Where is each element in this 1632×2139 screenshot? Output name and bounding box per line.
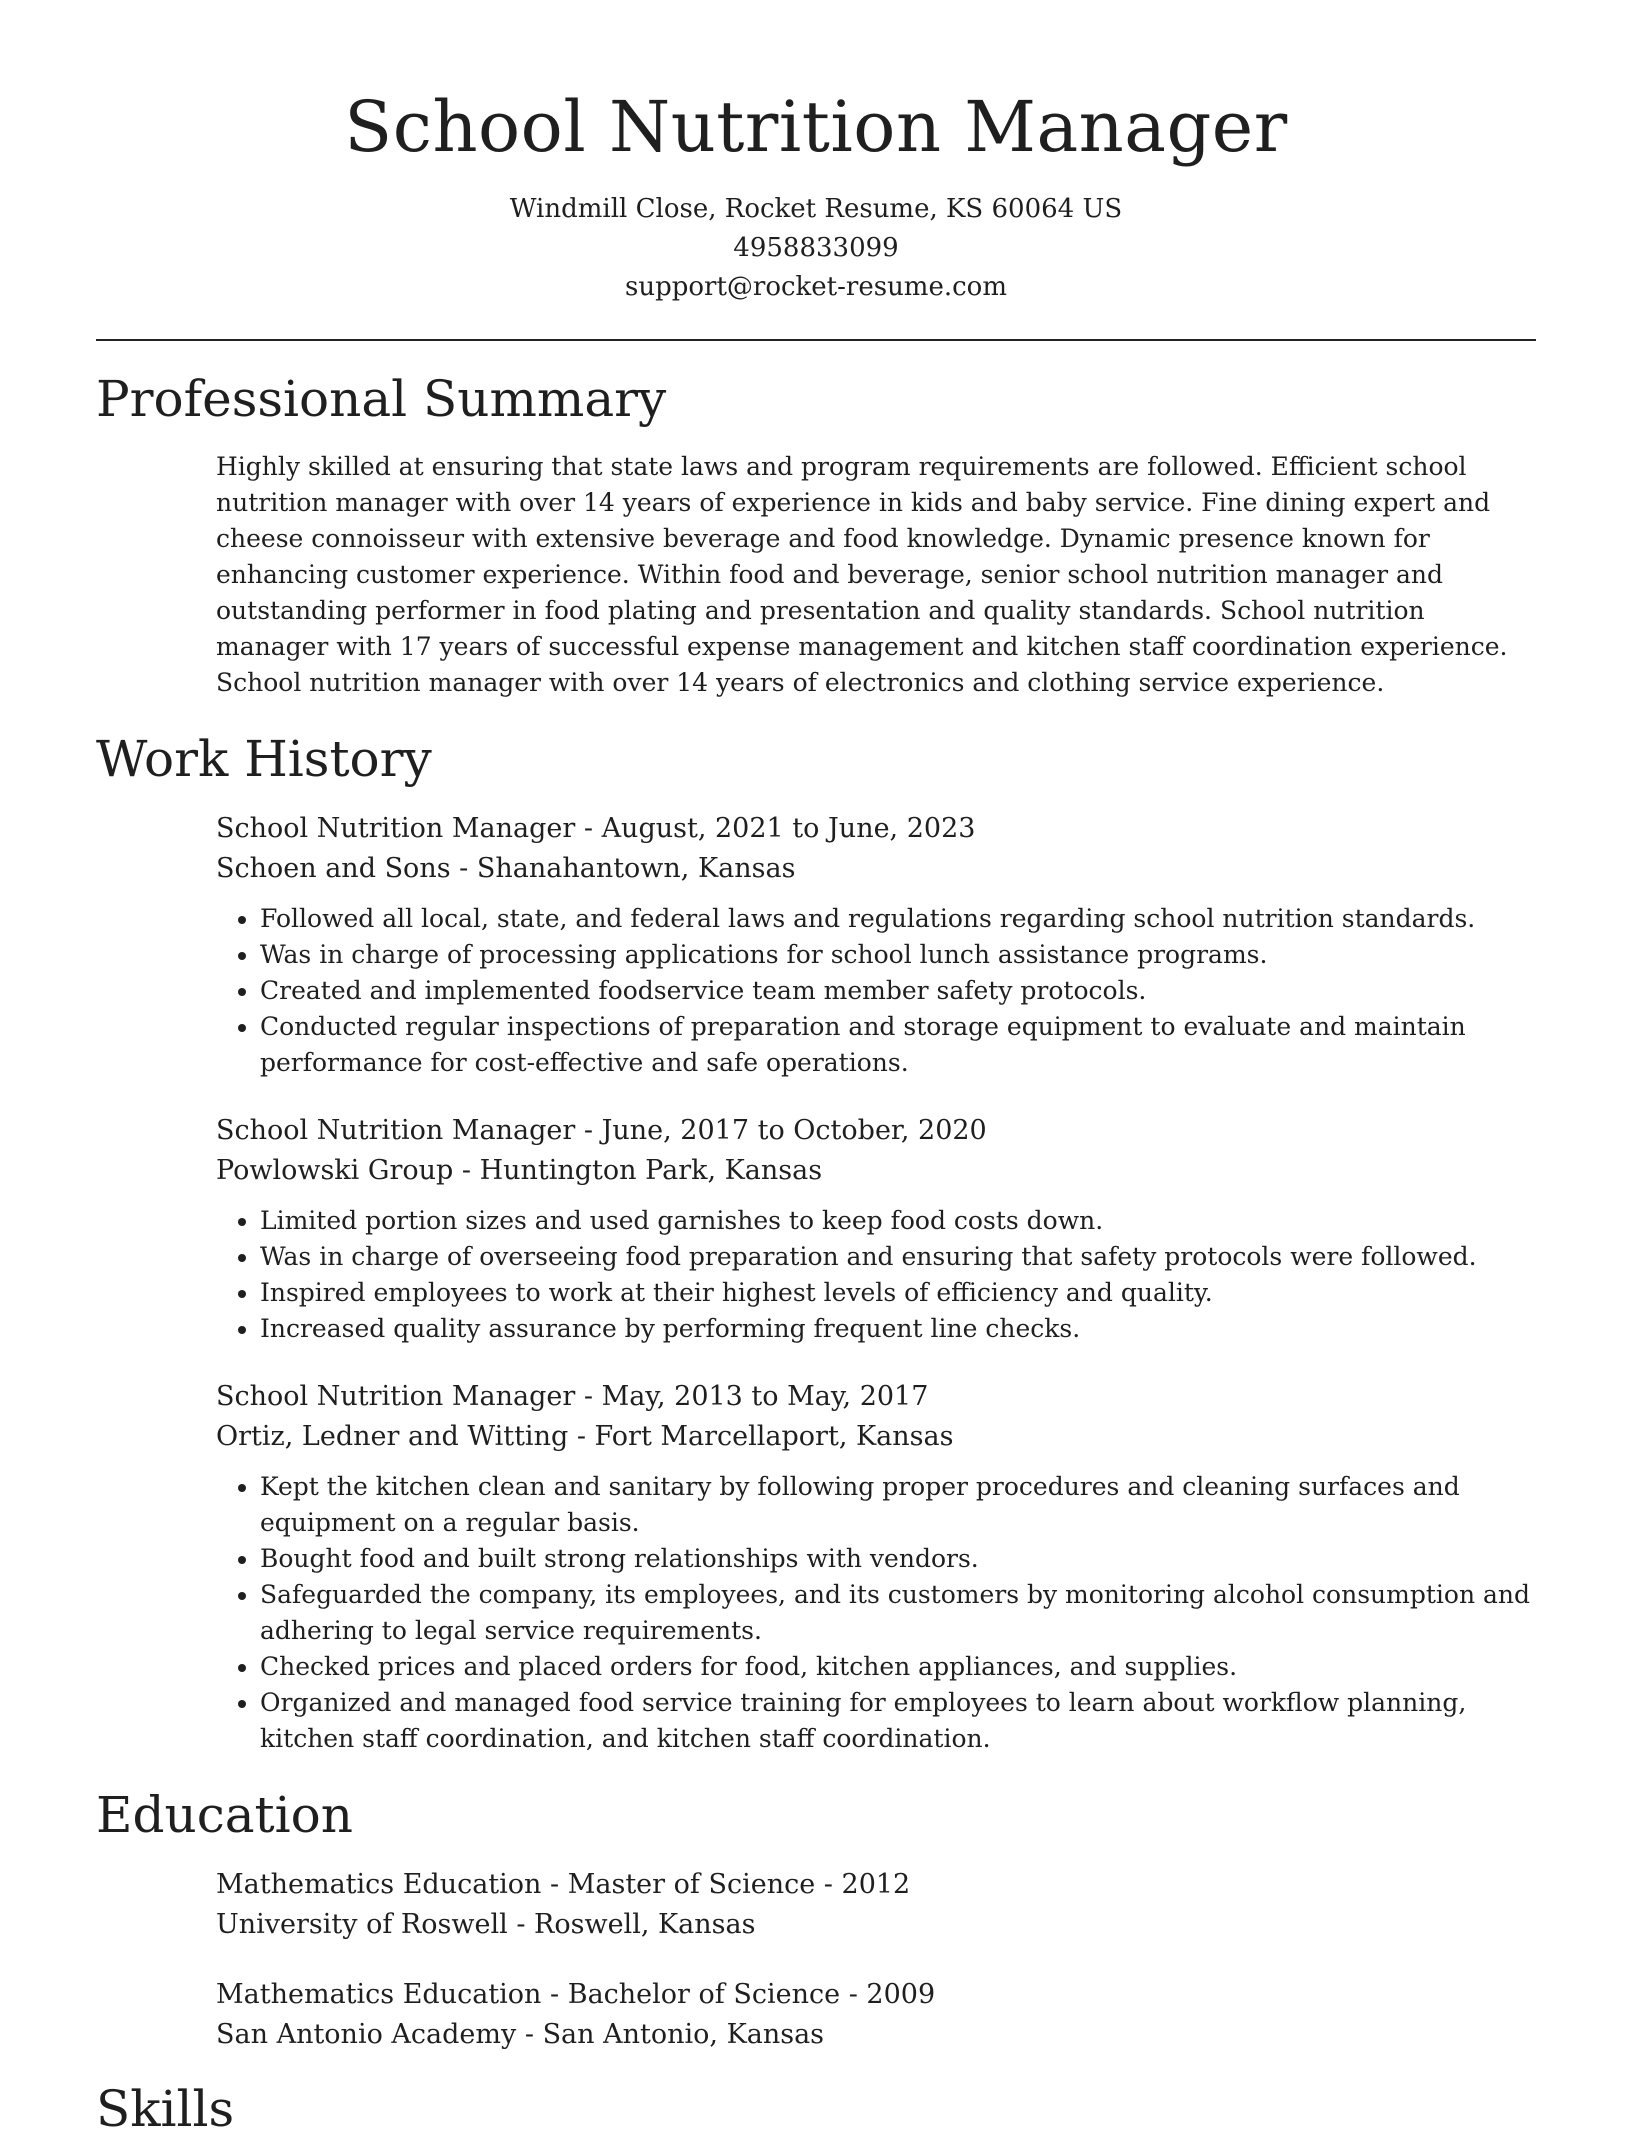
candidate-name: School Nutrition Manager bbox=[344, 86, 1288, 168]
separator: - bbox=[541, 1979, 568, 2010]
education-field: Mathematics Education bbox=[216, 1869, 542, 1900]
education-heading: Education bbox=[96, 1786, 353, 1844]
education-school: University of Roswell bbox=[216, 1909, 508, 1940]
separator: - bbox=[840, 1979, 867, 2010]
job-entry bbox=[216, 1377, 1536, 1757]
separator: - bbox=[516, 2019, 543, 2050]
separator: - bbox=[815, 1869, 842, 1900]
education-section bbox=[96, 1785, 1536, 2055]
separator: - bbox=[568, 1421, 595, 1452]
education-entry bbox=[216, 1975, 1536, 2055]
job-dates: June, 2017 to October, 2020 bbox=[601, 1115, 987, 1146]
education-year: 2009 bbox=[866, 1979, 936, 2010]
job-bullets bbox=[216, 1203, 1536, 1347]
job-company-line bbox=[216, 1151, 1536, 1191]
resume-page bbox=[96, 0, 1536, 2139]
list-item: • Was in charge of overseeing food preparation and ensuring that safety protocols were followed. bbox=[260, 1239, 1536, 1275]
resume-header bbox=[96, 0, 1536, 307]
list-item: • Conducted regular inspections of preparation and storage equipment to evaluate and maintain performance for cost-effective and safe operations. bbox=[260, 1009, 1536, 1081]
education-location: San Antonio, Kansas bbox=[542, 2019, 825, 2050]
education-entry bbox=[216, 1865, 1536, 1945]
separator: - bbox=[575, 1115, 602, 1146]
skills-heading: Skills bbox=[96, 2080, 235, 2138]
separator: - bbox=[450, 853, 477, 884]
separator: - bbox=[575, 813, 602, 844]
education-degree: Master of Science bbox=[567, 1869, 816, 1900]
job-company: Ortiz, Ledner and Witting bbox=[216, 1421, 569, 1452]
degree-line bbox=[216, 1865, 1536, 1905]
job-role: School Nutrition Manager bbox=[216, 813, 576, 844]
job-company: Schoen and Sons bbox=[216, 853, 451, 884]
education-year: 2012 bbox=[841, 1869, 911, 1900]
list-item: • Kept the kitchen clean and sanitary by following proper procedures and cleaning surfaces and equipment on a regular basis. bbox=[260, 1469, 1536, 1541]
education-field: Mathematics Education bbox=[216, 1979, 542, 2010]
list-item: • Safeguarded the company, its employees, and its customers by monitoring alcohol consumption and adhering to legal service requirements. bbox=[260, 1577, 1536, 1649]
job-company-line bbox=[216, 1417, 1536, 1457]
school-line bbox=[216, 1905, 1536, 1945]
school-line bbox=[216, 2015, 1536, 2055]
education-location: Roswell, Kansas bbox=[534, 1909, 756, 1940]
job-role: School Nutrition Manager bbox=[216, 1381, 576, 1412]
list-item: • Limited portion sizes and used garnishes to keep food costs down. bbox=[260, 1203, 1536, 1239]
list-item: • Bought food and built strong relationships with vendors. bbox=[260, 1541, 1536, 1577]
contact-address: Windmill Close, Rocket Resume, KS 60064 US bbox=[509, 194, 1123, 224]
separator: - bbox=[541, 1869, 568, 1900]
summary-body bbox=[96, 449, 1536, 701]
list-item: • Followed all local, state, and federal laws and regulations regarding school nutrition standards. bbox=[260, 901, 1536, 937]
list-item: • Organized and managed food service training for employees to learn about workflow planning, kitchen staff coordination, and kitchen staff coordination. bbox=[260, 1685, 1536, 1757]
summary-section bbox=[96, 369, 1536, 701]
contact-block bbox=[96, 190, 1536, 307]
job-entry bbox=[216, 809, 1536, 1081]
work-history-heading: Work History bbox=[96, 730, 432, 788]
skills-section bbox=[96, 2079, 1536, 2139]
job-title-line bbox=[216, 1377, 1536, 1417]
education-degree: Bachelor of Science bbox=[567, 1979, 841, 2010]
list-item: • Increased quality assurance by performing frequent line checks. bbox=[260, 1311, 1536, 1347]
job-bullets bbox=[216, 1469, 1536, 1757]
list-item: • Inspired employees to work at their highest levels of efficiency and quality. bbox=[260, 1275, 1536, 1311]
contact-email: support@rocket-resume.com bbox=[624, 272, 1007, 302]
job-location: Shanahantown, Kansas bbox=[476, 853, 796, 884]
degree-line bbox=[216, 1975, 1536, 2015]
list-item: • Was in charge of processing applications for school lunch assistance programs. bbox=[260, 937, 1536, 973]
job-role: School Nutrition Manager bbox=[216, 1115, 576, 1146]
education-body bbox=[96, 1865, 1536, 2055]
list-item: • Checked prices and placed orders for food, kitchen appliances, and supplies. bbox=[260, 1649, 1536, 1685]
summary-text: Highly skilled at ensuring that state laws and program requirements are followed. Efficient school nutrition manager with over 14 years of experience in kids and baby service. Fine dining expert and cheese connoisseur with extensive beverage and food knowledge. Dynamic presence known for enhancing customer experience. Within food and beverage, senior school nutrition manager and outstanding performer in food plating and presentation and quality standards. School nutrition manager with 17 years of successful expense management and kitchen staff coordination experience. School nutrition manager with over 14 years of electronics and clothing service experience. bbox=[216, 452, 1508, 697]
separator: - bbox=[507, 1909, 535, 1940]
work-history-body bbox=[96, 809, 1536, 1757]
list-item: • Created and implemented foodservice team member safety protocols. bbox=[260, 973, 1536, 1009]
work-history-section bbox=[96, 729, 1536, 1757]
header-divider bbox=[96, 339, 1536, 341]
job-entry bbox=[216, 1111, 1536, 1347]
job-dates: May, 2013 to May, 2017 bbox=[601, 1381, 929, 1412]
contact-phone: 4958833099 bbox=[733, 233, 899, 263]
job-title-line bbox=[216, 809, 1536, 849]
separator: - bbox=[453, 1155, 480, 1186]
job-company: Powlowski Group bbox=[216, 1155, 454, 1186]
job-location: Huntington Park, Kansas bbox=[479, 1155, 823, 1186]
education-school: San Antonio Academy bbox=[216, 2019, 517, 2050]
summary-heading: Professional Summary bbox=[96, 370, 667, 428]
job-bullets bbox=[216, 901, 1536, 1081]
separator: - bbox=[575, 1381, 602, 1412]
job-title-line bbox=[216, 1111, 1536, 1151]
job-company-line bbox=[216, 849, 1536, 889]
job-dates: August, 2021 to June, 2023 bbox=[601, 813, 976, 844]
job-location: Fort Marcellaport, Kansas bbox=[594, 1421, 954, 1452]
